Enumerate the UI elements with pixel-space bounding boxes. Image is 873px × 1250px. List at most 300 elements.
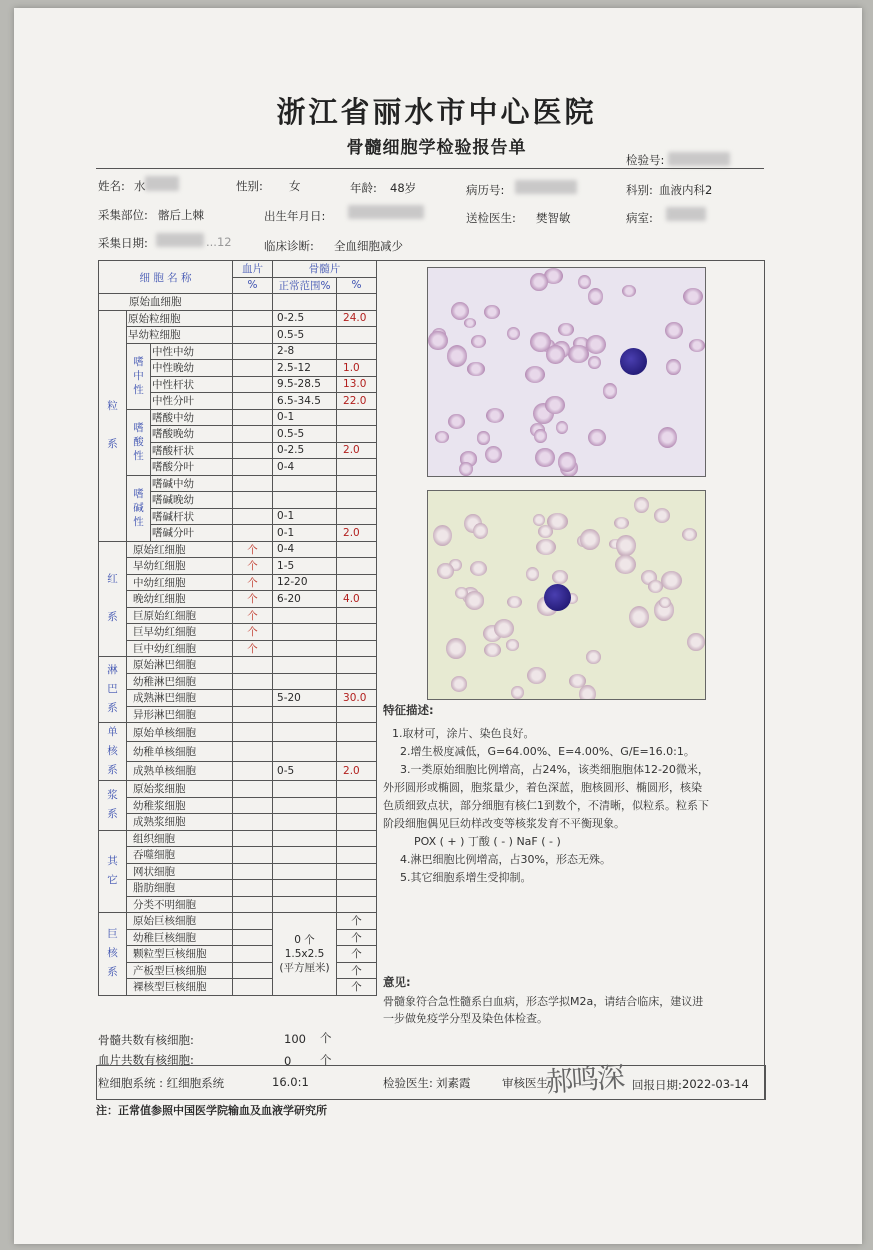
subgroup-label: 嗜 酸 性	[127, 409, 151, 475]
table-row	[99, 558, 377, 575]
blood-pct-cell: 个	[233, 640, 273, 657]
cell-name: 嗜酸杆状	[151, 442, 233, 459]
record-label: 病历号:	[466, 183, 505, 197]
marrow-smear-photo-1	[427, 267, 706, 477]
red-blood-cell	[588, 429, 606, 447]
description-line: 阶段细胞偶见巨幼样改变等核浆发育不平衡现象。	[383, 817, 625, 830]
red-blood-cell	[545, 396, 565, 414]
red-blood-cell	[433, 525, 453, 546]
red-blood-cell	[615, 555, 636, 574]
normal-range-cell: 12-20	[273, 574, 337, 591]
mega-summary	[273, 913, 337, 996]
cell-name: 成熟单核细胞	[127, 761, 233, 780]
cell-name: 早幼粒细胞	[127, 327, 233, 344]
red-blood-cell	[586, 335, 606, 354]
opinion-line-1: 骨髓象符合急性髓系白血病，形态学拟M2a，请结合临床，建议进	[383, 995, 704, 1008]
red-blood-cell	[538, 525, 553, 538]
table-row	[99, 781, 377, 798]
description-line: 色质细致点状，部分细胞有核仁1到数个，不清晰，似粒系。粒系下	[383, 799, 709, 812]
mega-unit-cell: 个	[337, 962, 377, 979]
cell-name: 脂肪细胞	[127, 880, 233, 897]
cell-name: 分类不明细胞	[127, 896, 233, 913]
cell-name: 颗粒型巨核细胞	[127, 946, 233, 963]
hospital-name: 浙江省丽水市中心医院	[276, 95, 597, 129]
cell-name: 幼稚淋巴细胞	[127, 673, 233, 690]
table-row	[99, 475, 377, 492]
ward-redacted	[666, 207, 706, 221]
blood-pct-cell	[233, 742, 273, 761]
red-blood-cell	[459, 462, 473, 476]
mega-count: 0 个	[294, 933, 315, 946]
blood-pct-cell	[233, 475, 273, 492]
red-blood-cell	[629, 606, 649, 628]
cell-name: 原始单核细胞	[127, 723, 233, 742]
marrow-pct-cell	[337, 541, 377, 558]
normal-range-cell	[273, 640, 337, 657]
normal-range-cell	[273, 624, 337, 641]
cell-name: 成熟浆细胞	[127, 814, 233, 831]
doctor-label: 送检医生:	[466, 211, 516, 225]
normal-range-cell	[273, 781, 337, 798]
normal-range-cell: 5-20	[273, 690, 337, 707]
normal-range-cell	[273, 492, 337, 509]
red-blood-cell	[682, 528, 697, 541]
red-blood-cell	[471, 335, 485, 348]
red-blood-cell	[486, 408, 504, 423]
cell-name: 嗜碱中幼	[151, 475, 233, 492]
name-redacted	[145, 176, 179, 191]
group-label: 浆 系	[99, 781, 127, 831]
red-blood-cell	[580, 529, 599, 549]
red-blood-cell	[446, 638, 466, 658]
cell-name: 幼稚巨核细胞	[127, 929, 233, 946]
cell-name: 中性杆状	[151, 376, 233, 393]
table-row	[99, 294, 377, 311]
normal-range-cell: 9.5-28.5	[273, 376, 337, 393]
normal-range-cell: 0-1	[273, 508, 337, 525]
marrow-pct-cell	[337, 723, 377, 742]
red-blood-cell	[467, 362, 485, 377]
test-no-redacted	[668, 152, 730, 166]
marrow-pct-cell	[337, 896, 377, 913]
red-blood-cell	[451, 676, 468, 691]
red-blood-cell	[525, 366, 545, 383]
red-blood-cell	[588, 288, 604, 305]
red-blood-cell	[578, 275, 591, 289]
marrow-pct-cell	[337, 343, 377, 360]
marrow-pct-cell	[337, 492, 377, 509]
normal-range-cell	[273, 742, 337, 761]
normal-range-cell: 0-1	[273, 525, 337, 542]
normal-range-cell: 0-4	[273, 459, 337, 476]
cell-name: 嗜酸中幼	[151, 409, 233, 426]
red-blood-cell	[658, 427, 677, 448]
marrow-smear-photo-2	[427, 490, 706, 700]
subgroup-label: 嗜 中 性	[127, 343, 151, 409]
blood-pct-cell	[233, 310, 273, 327]
cell-name: 巨中幼红细胞	[127, 640, 233, 657]
age-label: 年龄:	[350, 181, 377, 195]
red-blood-cell	[588, 356, 601, 369]
red-blood-cell	[511, 686, 524, 700]
table-row	[99, 310, 377, 327]
header-normal: 正常范围%	[273, 277, 337, 294]
marrow-pct-cell	[337, 459, 377, 476]
marrow-pct-cell	[337, 781, 377, 798]
blood-pct-cell	[233, 797, 273, 814]
cell-name: 嗜酸分叶	[151, 459, 233, 476]
blood-pct-cell	[233, 343, 273, 360]
cell-name: 嗜酸晚幼	[151, 426, 233, 443]
diagnosis-label: 临床诊断:	[264, 239, 314, 253]
table-row	[99, 541, 377, 558]
table-row	[99, 761, 377, 780]
marrow-pct-cell	[337, 327, 377, 344]
table-row	[99, 409, 377, 426]
dob-label: 出生年月日:	[264, 209, 326, 223]
marrow-pct-cell: 2.0	[337, 442, 377, 459]
description-line: 5.其它细胞系增生受抑制。	[400, 871, 532, 884]
group-label: 其 它	[99, 830, 127, 913]
ratio-value: 16.0:1	[272, 1075, 309, 1089]
blood-pct-cell: 个	[233, 558, 273, 575]
normal-range-cell	[273, 880, 337, 897]
table-row	[99, 847, 377, 864]
blood-pct-cell	[233, 880, 273, 897]
ward-label: 病室:	[626, 211, 653, 225]
red-blood-cell	[689, 339, 705, 352]
red-blood-cell	[534, 429, 546, 442]
group-label: 粒 系	[99, 310, 127, 541]
examiner-value: 刘素霞	[436, 1076, 471, 1090]
total-marrow-unit: 个	[320, 1031, 332, 1045]
mega-unit-cell: 个	[337, 913, 377, 930]
normal-range-cell	[273, 830, 337, 847]
cell-count-table	[98, 260, 377, 996]
blood-pct-cell	[233, 896, 273, 913]
marrow-pct-cell	[337, 863, 377, 880]
diagnosis-value: 全血细胞减少	[334, 239, 403, 253]
red-blood-cell	[654, 508, 671, 523]
red-blood-cell	[622, 285, 636, 297]
red-blood-cell	[683, 288, 703, 305]
blood-pct-cell	[233, 673, 273, 690]
marrow-pct-cell	[337, 814, 377, 831]
normal-range-cell	[273, 814, 337, 831]
red-blood-cell	[586, 650, 601, 665]
dept-label: 科别:	[626, 183, 653, 197]
age-value: 48岁	[390, 181, 417, 195]
marrow-pct-cell	[337, 475, 377, 492]
blast-cell	[544, 584, 571, 611]
table-row	[99, 880, 377, 897]
subgroup-label: 嗜 碱 性	[127, 475, 151, 541]
mega-area: 1.5x2.5	[284, 947, 325, 960]
normal-range-cell	[273, 673, 337, 690]
description-line: 2.增生极度减低，G=64.00%、E=4.00%、G/E=16.0:1。	[400, 745, 695, 758]
red-blood-cell	[616, 535, 636, 556]
cell-name: 裸核型巨核细胞	[127, 979, 233, 996]
red-blood-cell	[687, 633, 705, 651]
cell-name: 异形淋巴细胞	[127, 706, 233, 723]
blood-pct-cell	[233, 508, 273, 525]
table-header-row	[99, 261, 377, 278]
table-row	[99, 723, 377, 742]
table-row	[99, 690, 377, 707]
table-row	[99, 591, 377, 608]
normal-range-cell	[273, 896, 337, 913]
normal-range-cell: 0-2.5	[273, 442, 337, 459]
collect-date-redacted	[156, 233, 204, 247]
red-blood-cell	[535, 448, 555, 467]
table-row	[99, 830, 377, 847]
normal-range-cell: 1-5	[273, 558, 337, 575]
description-line: 3.一类原始细胞比例增高，占24%，该类细胞胞体12-20微米，	[400, 763, 709, 776]
blood-pct-cell	[233, 409, 273, 426]
marrow-pct-cell: 4.0	[337, 591, 377, 608]
cell-name: 成熟淋巴细胞	[127, 690, 233, 707]
doctor-value: 樊智敏	[536, 211, 571, 225]
cell-name: 嗜碱分叶	[151, 525, 233, 542]
cell-name: 组织细胞	[127, 830, 233, 847]
mega-unit-cell: 个	[337, 979, 377, 996]
red-blood-cell	[506, 639, 520, 650]
dept-value: 血液内科2	[659, 183, 713, 197]
group-label: 淋 巴 系	[99, 657, 127, 723]
red-blood-cell	[473, 523, 488, 539]
blood-pct-cell	[233, 442, 273, 459]
blood-pct-cell	[233, 657, 273, 674]
cell-name: 吞噬细胞	[127, 847, 233, 864]
blood-pct-cell	[233, 459, 273, 476]
normal-range-cell	[273, 294, 337, 311]
table-row	[99, 706, 377, 723]
marrow-pct-cell: 2.0	[337, 761, 377, 780]
cell-name: 幼稚浆细胞	[127, 797, 233, 814]
cell-name: 巨早幼红细胞	[127, 624, 233, 641]
blood-pct-cell	[233, 393, 273, 410]
blood-pct-cell	[233, 863, 273, 880]
blood-pct-cell	[233, 847, 273, 864]
blood-pct-cell	[233, 525, 273, 542]
cell-name: 原始浆细胞	[127, 781, 233, 798]
normal-range-cell: 2-8	[273, 343, 337, 360]
sex-value: 女	[289, 179, 301, 193]
marrow-pct-cell	[337, 624, 377, 641]
blood-pct-cell: 个	[233, 541, 273, 558]
table-row	[99, 797, 377, 814]
blood-pct-cell	[233, 929, 273, 946]
footnote: 注：正常值参照中国医学院输血及血液学研究所	[96, 1104, 327, 1117]
table-row	[99, 657, 377, 674]
normal-range-cell	[273, 723, 337, 742]
red-blood-cell	[484, 643, 501, 657]
marrow-pct-cell: 24.0	[337, 310, 377, 327]
site-value: 髂后上棘	[158, 208, 204, 222]
marrow-pct-cell	[337, 558, 377, 575]
marrow-pct-cell	[337, 657, 377, 674]
marrow-pct-cell	[337, 880, 377, 897]
header-cell-name: 细 胞 名 称	[99, 261, 233, 294]
cell-name: 原始巨核细胞	[127, 913, 233, 930]
red-blood-cell	[661, 571, 682, 590]
red-blood-cell	[470, 561, 487, 576]
red-blood-cell	[507, 327, 520, 340]
cell-name: 原始红细胞	[127, 541, 233, 558]
total-marrow-label: 骨髓共数有核细胞:	[98, 1033, 194, 1047]
red-blood-cell	[527, 667, 546, 685]
test-no-label: 检验号:	[626, 153, 665, 167]
normal-range-cell	[273, 657, 337, 674]
mega-unit: (平方厘米)	[279, 961, 330, 974]
red-blood-cell	[552, 570, 568, 584]
blood-pct-cell	[233, 814, 273, 831]
blood-pct-cell	[233, 946, 273, 963]
normal-range-cell: 2.5-12	[273, 360, 337, 377]
marrow-pct-cell	[337, 847, 377, 864]
red-blood-cell	[494, 619, 514, 638]
cell-name: 幼稚单核细胞	[127, 742, 233, 761]
normal-range-cell: 0-1	[273, 409, 337, 426]
red-blood-cell	[484, 305, 500, 319]
red-blood-cell	[428, 331, 447, 351]
cell-name: 原始血细胞	[99, 294, 233, 311]
report-date-value: 2022-03-14	[682, 1077, 749, 1091]
sex-label: 性别:	[236, 179, 263, 193]
normal-range-cell: 6.5-34.5	[273, 393, 337, 410]
marrow-pct-cell	[337, 742, 377, 761]
group-label: 红 系	[99, 541, 127, 657]
description-title: 特征描述:	[383, 703, 434, 717]
total-blood-label: 血片共数有核细胞:	[98, 1053, 194, 1067]
red-blood-cell	[526, 567, 539, 581]
normal-range-cell	[273, 706, 337, 723]
ratio-label: 粒细胞系统 : 红细胞系统	[98, 1076, 225, 1090]
red-blood-cell	[665, 322, 683, 339]
table-row	[99, 343, 377, 360]
table-row	[99, 742, 377, 761]
total-blood-unit: 个	[320, 1053, 332, 1067]
table-row	[99, 574, 377, 591]
red-blood-cell	[465, 591, 485, 609]
marrow-pct-cell	[337, 574, 377, 591]
marrow-pct-cell	[337, 830, 377, 847]
opinion-line-2: 一步做免疫学分型及染色体检查。	[383, 1012, 548, 1025]
blood-pct-cell	[233, 706, 273, 723]
mega-unit-cell: 个	[337, 929, 377, 946]
normal-range-cell: 0-5	[273, 761, 337, 780]
total-blood-value: 0	[284, 1054, 292, 1068]
blood-pct-cell: 个	[233, 591, 273, 608]
red-blood-cell	[507, 596, 522, 608]
blood-pct-cell	[233, 781, 273, 798]
cell-name: 嗜碱杆状	[151, 508, 233, 525]
blood-pct-cell	[233, 913, 273, 930]
red-blood-cell	[485, 446, 503, 464]
cell-name: 原始淋巴细胞	[127, 657, 233, 674]
red-blood-cell	[558, 452, 577, 472]
red-blood-cell	[451, 302, 469, 320]
marrow-pct-cell	[337, 797, 377, 814]
examiner-label: 检验医生:	[383, 1076, 433, 1090]
site-label: 采集部位:	[98, 208, 148, 222]
table-row	[99, 607, 377, 624]
cell-name: 中性晚幼	[151, 360, 233, 377]
opinion-title: 意见:	[383, 975, 411, 989]
mega-unit-cell: 个	[337, 946, 377, 963]
red-blood-cell	[546, 345, 564, 364]
blood-pct-cell	[233, 327, 273, 344]
collect-date-partial: ...12	[206, 235, 232, 249]
reviewer-signature: 郝鸣深	[544, 1060, 625, 1099]
red-blood-cell	[569, 674, 586, 688]
blood-pct-cell	[233, 761, 273, 780]
cell-name: 网状细胞	[127, 863, 233, 880]
normal-range-cell: 0.5-5	[273, 426, 337, 443]
description-line: POX ( + ) 丁酸 ( - ) NaF ( - )	[414, 835, 561, 848]
normal-range-cell: 0-4	[273, 541, 337, 558]
table-row	[99, 640, 377, 657]
blast-cell	[620, 348, 647, 375]
table-row	[99, 896, 377, 913]
marrow-pct-cell: 30.0	[337, 690, 377, 707]
cell-name: 产板型巨核细胞	[127, 962, 233, 979]
marrow-pct-cell	[337, 409, 377, 426]
marrow-pct-cell	[337, 294, 377, 311]
cell-name: 中幼红细胞	[127, 574, 233, 591]
cell-name: 晚幼红细胞	[127, 591, 233, 608]
name-partial: 水	[134, 179, 146, 193]
table-row	[99, 624, 377, 641]
red-blood-cell	[464, 318, 476, 328]
red-blood-cell	[634, 497, 650, 514]
marrow-pct-cell	[337, 607, 377, 624]
description-line: 1.取材可，涂片、染色良好。	[392, 727, 535, 740]
red-blood-cell	[536, 539, 556, 555]
blood-pct-cell	[233, 690, 273, 707]
red-blood-cell	[648, 580, 664, 593]
normal-range-cell	[273, 847, 337, 864]
blood-pct-cell: 个	[233, 607, 273, 624]
red-blood-cell	[530, 273, 547, 291]
cell-name: 中性分叶	[151, 393, 233, 410]
marrow-pct-cell	[337, 426, 377, 443]
blood-pct-cell	[233, 979, 273, 996]
normal-range-cell: 0-2.5	[273, 310, 337, 327]
marrow-pct-cell	[337, 706, 377, 723]
red-blood-cell	[448, 414, 465, 430]
normal-range-cell	[273, 475, 337, 492]
collect-date-label: 采集日期:	[98, 236, 148, 250]
total-marrow-value: 100	[284, 1032, 306, 1046]
description-line: 4.淋巴细胞比例增高，占30%，形态无殊。	[400, 853, 611, 866]
normal-range-cell	[273, 607, 337, 624]
red-blood-cell	[447, 345, 467, 367]
blood-pct-cell	[233, 830, 273, 847]
red-blood-cell	[556, 421, 568, 434]
red-blood-cell	[435, 431, 449, 443]
description-line: 外形圆形或椭圆，胞浆量少，着色深蓝，胞核圆形、椭圆形，核染	[383, 781, 702, 794]
blood-pct-cell: 个	[233, 624, 273, 641]
marrow-pct-cell: 22.0	[337, 393, 377, 410]
table-row	[99, 814, 377, 831]
red-blood-cell	[477, 431, 489, 444]
cell-name: 早幼红细胞	[127, 558, 233, 575]
normal-range-cell	[273, 863, 337, 880]
dob-redacted	[348, 205, 424, 219]
red-blood-cell	[603, 383, 618, 399]
normal-range-cell: 0.5-5	[273, 327, 337, 344]
